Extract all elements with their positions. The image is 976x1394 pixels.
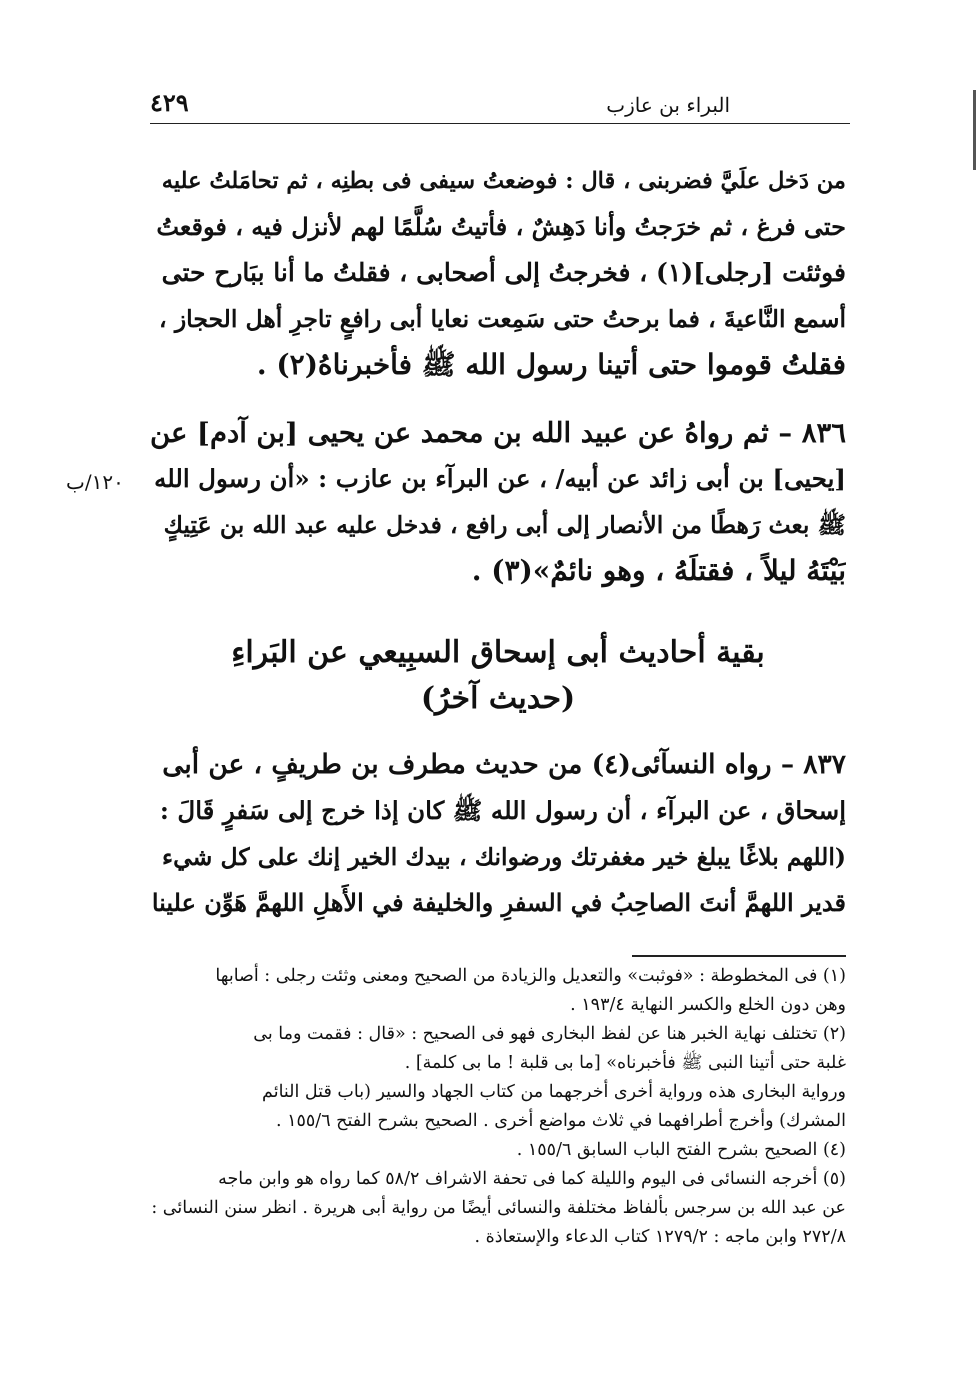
text-line: (اللهم بلاغًا يبلغ خير مغفرتك ورضوانك ، بيدك الخير إنك على كل شيء	[162, 843, 846, 871]
text-line: إسحاق ، عن البرآء ، أن رسول الله ﷺ كان إذا خرج إلى سَفرٍ قَالَ :	[159, 796, 846, 825]
section-title: بقية أحاديث أبى إسحاق السبِيعي عن البَراءِ	[231, 635, 765, 670]
text-line: ٨٣٧ – رواه النسآئى(٤) من حديث مطرف بن طريفٍ ، عن أبى	[162, 749, 846, 780]
text-line: فوثئت [رجلى](١) ، فخرجتُ إلى أصحابى ، فقلتُ ما أنا ببَارح حتى	[161, 258, 846, 287]
footnotes	[150, 962, 846, 1252]
text-line: أسمع النَّاعيةَ ، فما برحتُ حتى سَمِعت نعايا أبى رافعٍ تاجرِ أهل الحجاز ،	[159, 305, 846, 333]
footnote-line: ٢٧٢/٨ وابن ماجه : ١٢٧٩/٢ كتاب الدعاء والإستعاذة .	[474, 1227, 846, 1247]
text-line: حتى فرغ ، ثم خرَجتُ وأنا دَهِشٌ ، فأتيتُ سُلَّمًا لهم لأنزل فيه ، فوقعتُ	[156, 212, 846, 241]
running-header	[150, 86, 850, 124]
paragraph-836	[150, 410, 846, 594]
footnote-separator	[632, 955, 846, 957]
footnote-line: (٢) تختلف نهاية الخبر هنا عن لفظ البخارى فهو فى الصحيح : «قال : فقمت وما بى	[253, 1024, 846, 1044]
section-subtitle: (حديث آخرُ)	[420, 681, 576, 716]
text-line: ٨٣٦ – ثم رواهُ عن عبيد الله بن محمد عن يحيى [بن آدم] عن	[150, 417, 846, 449]
running-title: البراء بن عازب	[606, 93, 730, 117]
footnote-line: (٥) أخرجه النسائى فى اليوم والليلة كما فى تحفة الاشراف ٥٨/٢ كما رواه هو وابن ماجه	[218, 1169, 846, 1189]
page-number: ٤٢٩	[150, 88, 189, 117]
paragraph-837	[150, 742, 846, 926]
text-line: ﷺ بعث رَهطًا من الأنصار إلى أبى رافع ، فدخل عليه عبد الله بن عَتِيكٍ	[163, 511, 846, 539]
text-line: بَيْتَهُ ليلاً ، فقتلَهُ ، وهو نائمٌ»(٣) .	[471, 554, 846, 587]
text-line: من دَخل علَيَّ فضربنى ، قال : فوضعتُ سيفى فى بطنِه ، ثم تحامَلتُ عليه	[161, 168, 846, 194]
footnote-line: غلبة حتى أتينا النبى ﷺ فأخبرناه» [ما بى قلبة ! ما بى كلمة] .	[404, 1053, 846, 1073]
footnote-line: وهن دون الخلع والكسر النهاية ١٩٣/٤ .	[570, 995, 846, 1015]
margin-folio-note: ١٢٠/ب	[66, 470, 124, 494]
paragraph-continuation	[150, 158, 846, 388]
footnote-line: (٤) الصحيح بشرح الفتح الباب السابق ١٥٥/٦ .	[516, 1140, 846, 1160]
text-line: [يحيى] بن أبى زائد عن أبيه/ ، عن البرآء بن عازب : «أن رسول الله	[154, 464, 846, 493]
footnote-line: ورواية البخارى هذه ورواية أخرى أخرجهما من كتاب الجهاد والسير (باب قتل النائم	[262, 1082, 846, 1102]
section-heading	[150, 630, 846, 722]
text-line: فقلتُ قوموا حتى أتينا رسول الله ﷺ فأخبرناهُ(٢) .	[256, 348, 846, 381]
text-line: قدير اللهمَّ أنتَ الصاحِبُ في السفرِ والخليفة في الأَهلِ اللهمَّ هَوِّن علينا	[151, 888, 846, 917]
footnote-line: المشرك) وأخرج أطرافهما في ثلاث مواضع أخرى . الصحيح بشرح الفتح ١٥٥/٦ .	[275, 1111, 846, 1131]
footnote-line: عن عبد الله بن سرجس بألفاظ مختلفة والنسائى أيضًا من رواية أبى هريرة . انظر سنن النسائى :	[151, 1198, 846, 1218]
footnote-line: (١) فى المخطوطة : «فوثبت» والتعديل والزيادة من الصحيح ومعنى وثئت رجلى : أصابها	[215, 966, 846, 986]
